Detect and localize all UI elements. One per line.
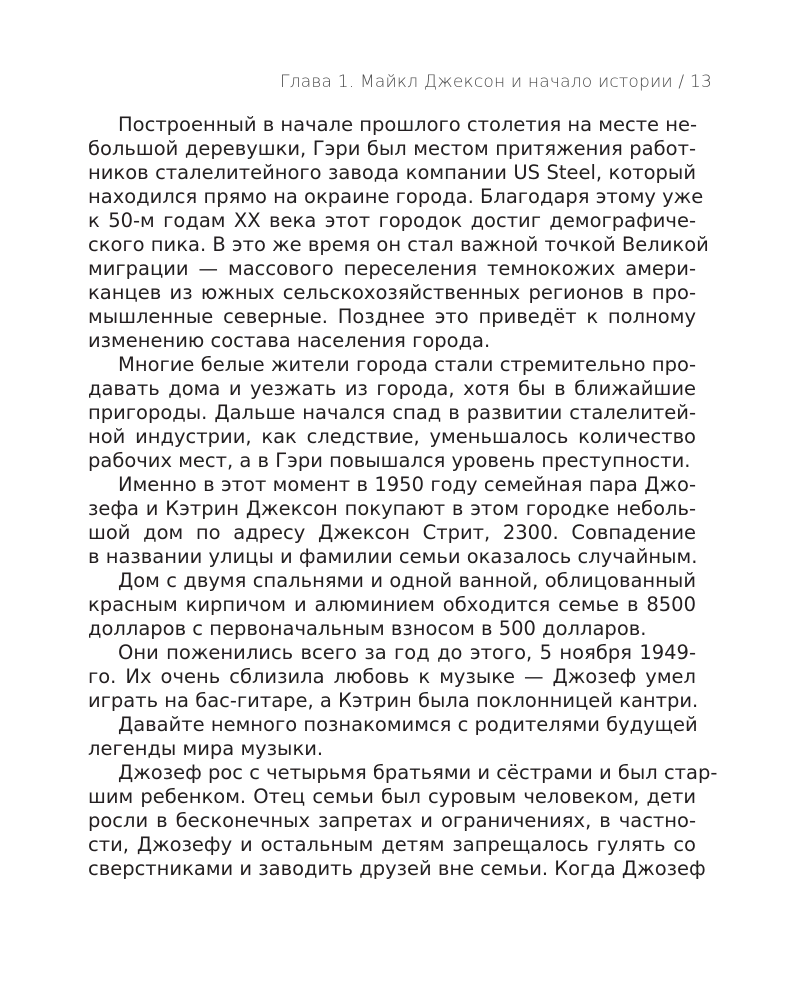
text-line: Дом с двумя спальнями и одной ванной, облицованный xyxy=(118,569,696,592)
text-line: долларов с первоначальным взносом в 500 долларов. xyxy=(88,617,647,640)
text-line: Давайте немного познакомимся с родителями будущей xyxy=(118,713,698,736)
text-line: пригороды. Дальше начался спад в развитии сталелитей- xyxy=(88,401,696,424)
text-line: сверстниками и заводить друзей вне семьи. Когда Джозеф xyxy=(88,857,706,880)
text-line: зефа и Кэтрин Джексон покупают в этом городке неболь- xyxy=(88,497,696,520)
text-line: канцев из южных сельскохозяйственных регионов в про- xyxy=(88,281,696,304)
text-line: росли в бесконечных запретах и ограничениях, в частно- xyxy=(88,809,696,832)
text-line: миграции — массового переселения темнокожих амери- xyxy=(88,257,696,280)
text-line: к 50-м годам XX века этот городок достиг демографиче- xyxy=(88,209,696,232)
text-line: шим ребенком. Отец семьи был суровым человеком, дети xyxy=(88,785,696,808)
text-line: давать дома и уезжать из города, хотя бы в ближайшие xyxy=(88,377,696,400)
text-line: сти, Джозефу и остальным детям запрещалось гулять со xyxy=(88,833,696,856)
text-line: ной индустрии, как следствие, уменьшалось количество xyxy=(88,425,696,448)
text-line: в названии улицы и фамилии семьи оказалось случайным. xyxy=(88,545,698,568)
body-text xyxy=(88,113,718,881)
text-line: го. Их очень сблизила любовь к музыке — Джозеф умел xyxy=(88,665,696,688)
text-line: играть на бас-гитаре, а Кэтрин была поклонницей кантри. xyxy=(88,689,699,712)
text-line: изменению состава населения города. xyxy=(88,329,491,352)
text-line: ского пика. В это же время он стал важной точкой Великой xyxy=(88,233,709,256)
text-line: Именно в этот момент в 1950 году семейная пара Джо- xyxy=(118,473,696,496)
text-line: находился прямо на окраине города. Благодаря этому уже xyxy=(88,185,704,208)
text-line: ников сталелитейного завода компании US Steel, который xyxy=(88,161,696,184)
text-line: рабочих мест, а в Гэри повышался уровень преступности. xyxy=(88,449,691,472)
text-line: легенды мира музыки. xyxy=(88,737,324,760)
text-line: мышленные северные. Позднее это приведёт к полному xyxy=(88,305,696,328)
text-line: Построенный в начале прошлого столетия на месте не- xyxy=(118,113,698,136)
text-line: большой деревушки, Гэри был местом притяжения работ- xyxy=(88,137,696,160)
text-line: Джозеф рос с четырьмя братьями и сёстрами и был стар- xyxy=(118,761,718,784)
text-line: шой дом по адресу Джексон Стрит, 2300. Совпадение xyxy=(88,521,696,544)
text-line: Они поженились всего за год до этого, 5 ноября 1949- xyxy=(118,641,696,664)
running-header: Глава 1. Майкл Джексон и начало истории / 13 xyxy=(280,72,712,92)
text-line: красным кирпичом и алюминием обходится семье в 8500 xyxy=(88,593,696,616)
text-line: Многие белые жители города стали стремительно про- xyxy=(118,353,696,376)
